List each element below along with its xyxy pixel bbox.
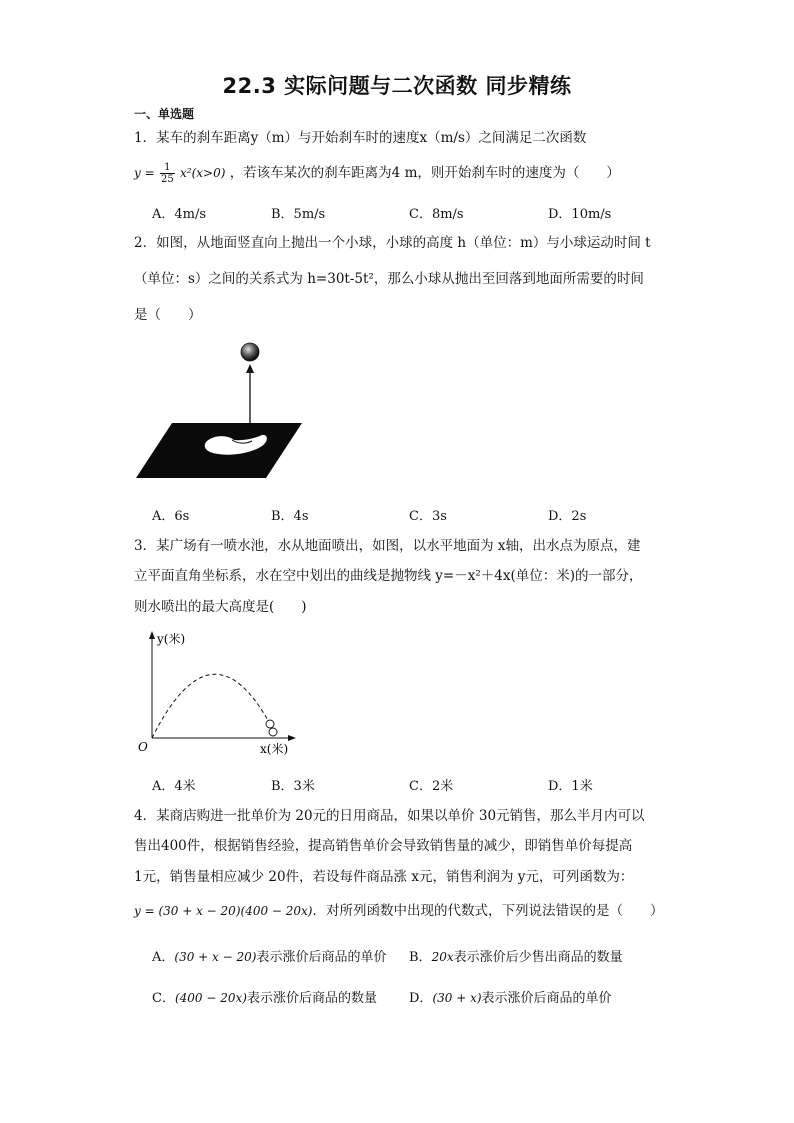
q2-line3: 是（ ） <box>134 307 202 323</box>
y-axis-label: y(米) <box>157 632 186 646</box>
q3-parabola-graph <box>130 626 300 762</box>
q3-option-c[interactable]: C．2米 <box>409 779 454 794</box>
x-axis-label: x(米) <box>260 742 289 756</box>
q1-frac-num: 1 <box>160 162 175 174</box>
q1-option-c[interactable]: C．8m/s <box>409 207 464 222</box>
ball-icon <box>241 343 259 361</box>
x-axis-arrow-icon <box>288 735 296 741</box>
q4-option-b[interactable] <box>409 946 623 965</box>
q3-line3: 则水喷出的最大高度是( ) <box>134 599 307 615</box>
q4-option-c-text: 表示涨价后商品的数量 <box>246 991 377 1006</box>
q1-formula-line <box>134 162 620 185</box>
q1-formula-y: y = <box>134 166 155 180</box>
q2-option-a[interactable]: A．6s <box>152 509 190 524</box>
q1-fraction <box>160 162 175 185</box>
q1-option-d[interactable]: D．10m/s <box>548 207 612 222</box>
q2-line2: （单位：s）之间的关系式为 h=30t-5t²，那么小球从抛出至回落到地面所需要的时间 <box>134 271 644 287</box>
q4-option-c-expr: (400 − 20x) <box>174 991 247 1005</box>
q4-line3: 1元，销售量相应减少 20件，若设每件商品涨 x元，销售利润为 y元，可列函数为： <box>134 869 634 885</box>
y-axis-arrow-icon <box>149 631 155 639</box>
q4-option-d[interactable] <box>409 987 612 1006</box>
q4-option-b-expr: 20x <box>431 950 454 964</box>
q3-line1: 3．某广场有一喷水池，水从地面喷出，如图，以水平地面为 x轴，出水点为原点，建 <box>134 538 641 554</box>
q2-option-d[interactable]: D．2s <box>548 509 587 524</box>
q2-option-c[interactable]: C．3s <box>409 509 447 524</box>
q1-option-a[interactable]: A．4m/s <box>152 207 207 222</box>
q2-line1: 2．如图，从地面竖直向上抛出一个小球，小球的高度 h（单位：m）与小球运动时间 t <box>134 235 651 251</box>
q3-option-b[interactable]: B．3米 <box>271 779 315 794</box>
q4-option-b-letter: B． <box>409 950 432 965</box>
q1-option-b[interactable]: B．5m/s <box>271 207 326 222</box>
q2-ball-figure <box>134 338 304 483</box>
water-drop-icon <box>266 720 274 728</box>
water-drop-icon <box>269 728 277 736</box>
q3-option-a[interactable]: A．4米 <box>152 779 196 794</box>
q2-option-b[interactable]: B．4s <box>271 509 309 524</box>
q4-formula-line <box>134 901 664 921</box>
q4-option-a-expr: (30 + x − 20) <box>174 950 257 964</box>
q4-formula: y = (30 + x − 20)(400 − 20x) <box>134 904 313 918</box>
q4-line1: 4．某商店购进一批单价为 20元的日用商品，如果以单价 30元销售，那么半月内可以 <box>134 808 645 824</box>
q4-option-d-letter: D． <box>409 991 433 1006</box>
q4-option-a[interactable] <box>152 946 386 965</box>
q1-formula-rest: x²(x>0) <box>179 166 226 180</box>
q3-line2: 立平面直角坐标系，水在空中划出的曲线是抛物线 y=－x²＋4x(单位：米)的一部分， <box>134 568 643 584</box>
page-title: 22.3 实际问题与二次函数 同步精练 <box>222 74 572 98</box>
q4-option-b-text: 表示涨价后少售出商品的数量 <box>453 950 623 965</box>
q1-line1: 1．某车的刹车距离y（m）与开始刹车时的速度x（m/s）之间满足二次函数 <box>134 130 587 146</box>
q4-option-a-text: 表示涨价后商品的单价 <box>256 950 387 965</box>
q4-option-c-letter: C． <box>152 991 175 1006</box>
q4-option-a-letter: A． <box>152 950 175 965</box>
q4-option-d-text: 表示涨价后商品的单价 <box>481 991 612 1006</box>
q4-line2: 售出400件，根据销售经验，提高销售单价会导致销售量的减少，即销售单价每提高 <box>134 838 633 854</box>
q1-line2: ，若该车某次的刹车距离为4 m，则开始刹车时的速度为（ ） <box>229 165 620 181</box>
q1-frac-den: 25 <box>160 174 174 185</box>
q4-option-d-expr: (30 + x) <box>432 991 482 1005</box>
section-heading: 一、单选题 <box>134 107 195 121</box>
parabola-curve <box>152 674 270 738</box>
origin-label: O <box>138 740 148 754</box>
q4-option-c[interactable] <box>152 987 377 1006</box>
q4-line4: ．对所列函数中出现的代数式，下列说法错误的是（ ） <box>312 903 664 919</box>
q3-option-d[interactable]: D．1米 <box>548 779 593 794</box>
arrow-up-icon <box>246 364 254 373</box>
